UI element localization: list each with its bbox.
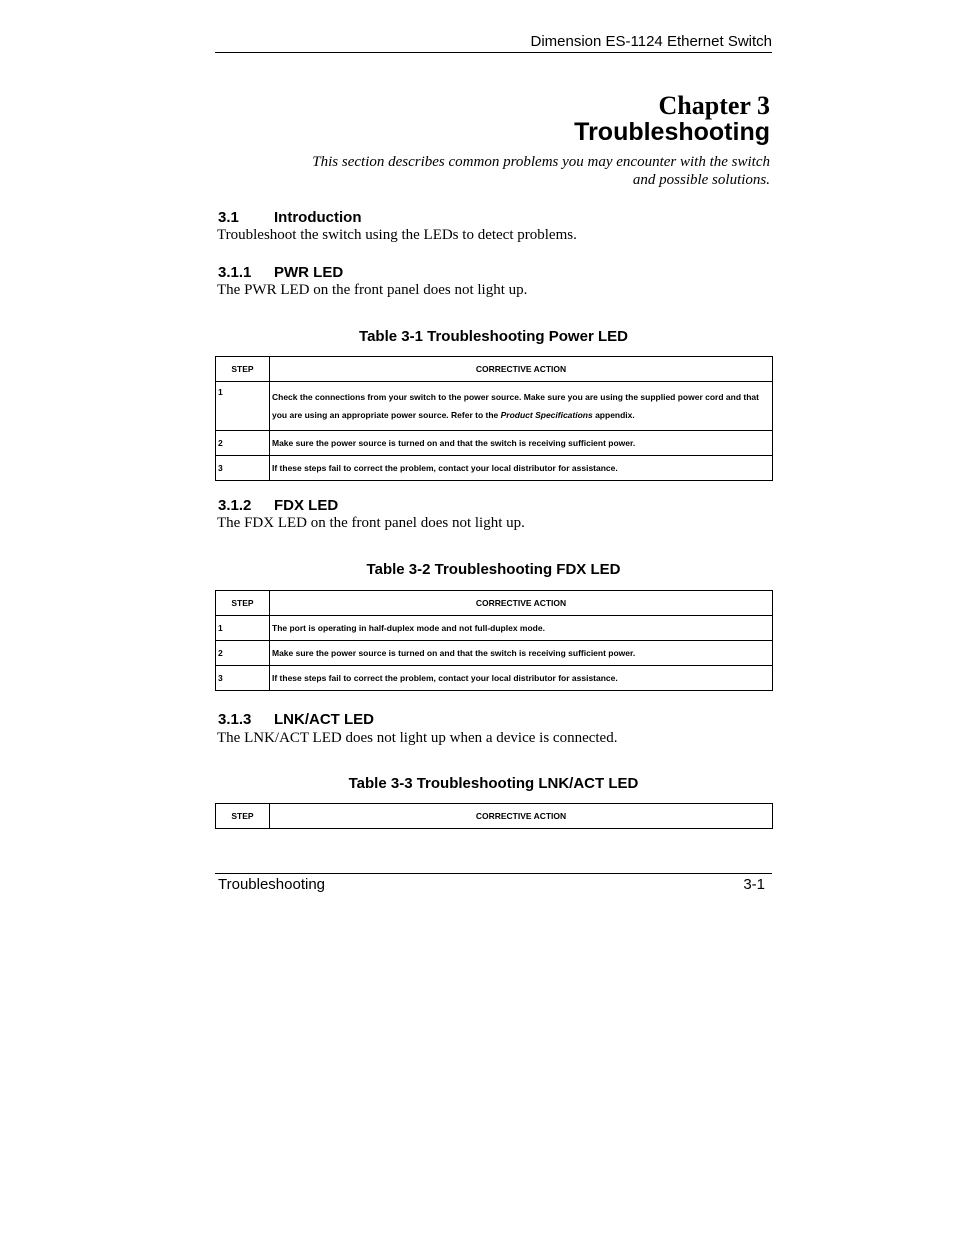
step-cell: 3 (216, 666, 270, 691)
table-header-row (216, 357, 773, 382)
footer-page-number: 3-1 (743, 876, 765, 893)
section-title: LNK/ACT LED (274, 711, 374, 728)
section-heading-fdx-led (218, 497, 338, 514)
section-number: 3.1.1 (218, 264, 252, 281)
section-text-fdx-led: The FDX LED on the front panel does not light up. (217, 515, 525, 531)
step-cell: 1 (216, 382, 270, 431)
header-rule (215, 52, 772, 53)
column-header-action: CORRECTIVE ACTION (270, 357, 773, 382)
step-cell: 2 (216, 641, 270, 666)
table-row (216, 382, 773, 431)
chapter-label: Chapter 3 (658, 91, 770, 120)
chapter-intro-line: This section describes common problems you may encounter with the switch (312, 154, 770, 170)
table-row (216, 666, 773, 691)
section-number: 3.1.3 (218, 711, 252, 728)
table-header-row (216, 591, 773, 616)
step-cell: 1 (216, 616, 270, 641)
action-emphasis: Product Specifications (500, 410, 593, 420)
action-text: appendix. (592, 410, 635, 420)
step-cell: 2 (216, 431, 270, 456)
table-row (216, 641, 773, 666)
chapter-intro (280, 153, 770, 189)
chapter-intro-line: and possible solutions. (632, 172, 770, 188)
action-cell: If these steps fail to correct the problem, contact your local distributor for assistance. (270, 456, 773, 481)
section-number: 3.1.2 (218, 497, 252, 514)
action-text: Check the connections from your switch to the power source. Make sure you are using the supplied power cord and that you are using an appropriate power source. Refer to the (272, 392, 759, 420)
action-cell: If these steps fail to correct the problem, contact your local distributor for assistance. (270, 666, 773, 691)
step-cell: 3 (216, 456, 270, 481)
section-text-lnk-act-led: The LNK/ACT LED does not light up when a device is connected. (217, 730, 618, 746)
column-header-step: STEP (216, 357, 270, 382)
table-caption-power-led: Table 3-1 Troubleshooting Power LED (359, 328, 628, 345)
column-header-step: STEP (216, 591, 270, 616)
chapter-title: Troubleshooting (574, 118, 770, 146)
table-header-row (216, 804, 773, 829)
column-header-step: STEP (216, 804, 270, 829)
footer-rule (215, 873, 772, 874)
running-header: Dimension ES-1124 Ethernet Switch (530, 33, 772, 50)
table-caption-fdx-led: Table 3-2 Troubleshooting FDX LED (366, 561, 621, 578)
column-header-action: CORRECTIVE ACTION (270, 804, 773, 829)
action-cell (270, 382, 773, 431)
section-heading-pwr-led (218, 264, 343, 281)
table-lnk-act-led (215, 803, 773, 829)
table-power-led (215, 356, 773, 481)
section-heading-introduction (218, 209, 361, 226)
column-header-action: CORRECTIVE ACTION (270, 591, 773, 616)
table-row (216, 616, 773, 641)
section-title: PWR LED (274, 264, 344, 281)
section-text-pwr-led: The PWR LED on the front panel does not light up. (217, 282, 528, 298)
action-cell: The port is operating in half-duplex mode and not full-duplex mode. (270, 616, 773, 641)
section-heading-lnk-act-led (218, 711, 374, 728)
action-cell: Make sure the power source is turned on and that the switch is receiving sufficient power. (270, 641, 773, 666)
section-text-introduction: Troubleshoot the switch using the LEDs to detect problems. (217, 227, 577, 243)
table-row (216, 456, 773, 481)
action-cell: Make sure the power source is turned on and that the switch is receiving sufficient power. (270, 431, 773, 456)
section-title: FDX LED (274, 497, 339, 514)
footer-section-name: Troubleshooting (218, 876, 326, 893)
section-title: Introduction (274, 209, 362, 226)
table-fdx-led (215, 590, 773, 691)
table-caption-lnk-act-led: Table 3-3 Troubleshooting LNK/ACT LED (348, 775, 639, 792)
table-row (216, 431, 773, 456)
section-number: 3.1 (218, 209, 239, 226)
